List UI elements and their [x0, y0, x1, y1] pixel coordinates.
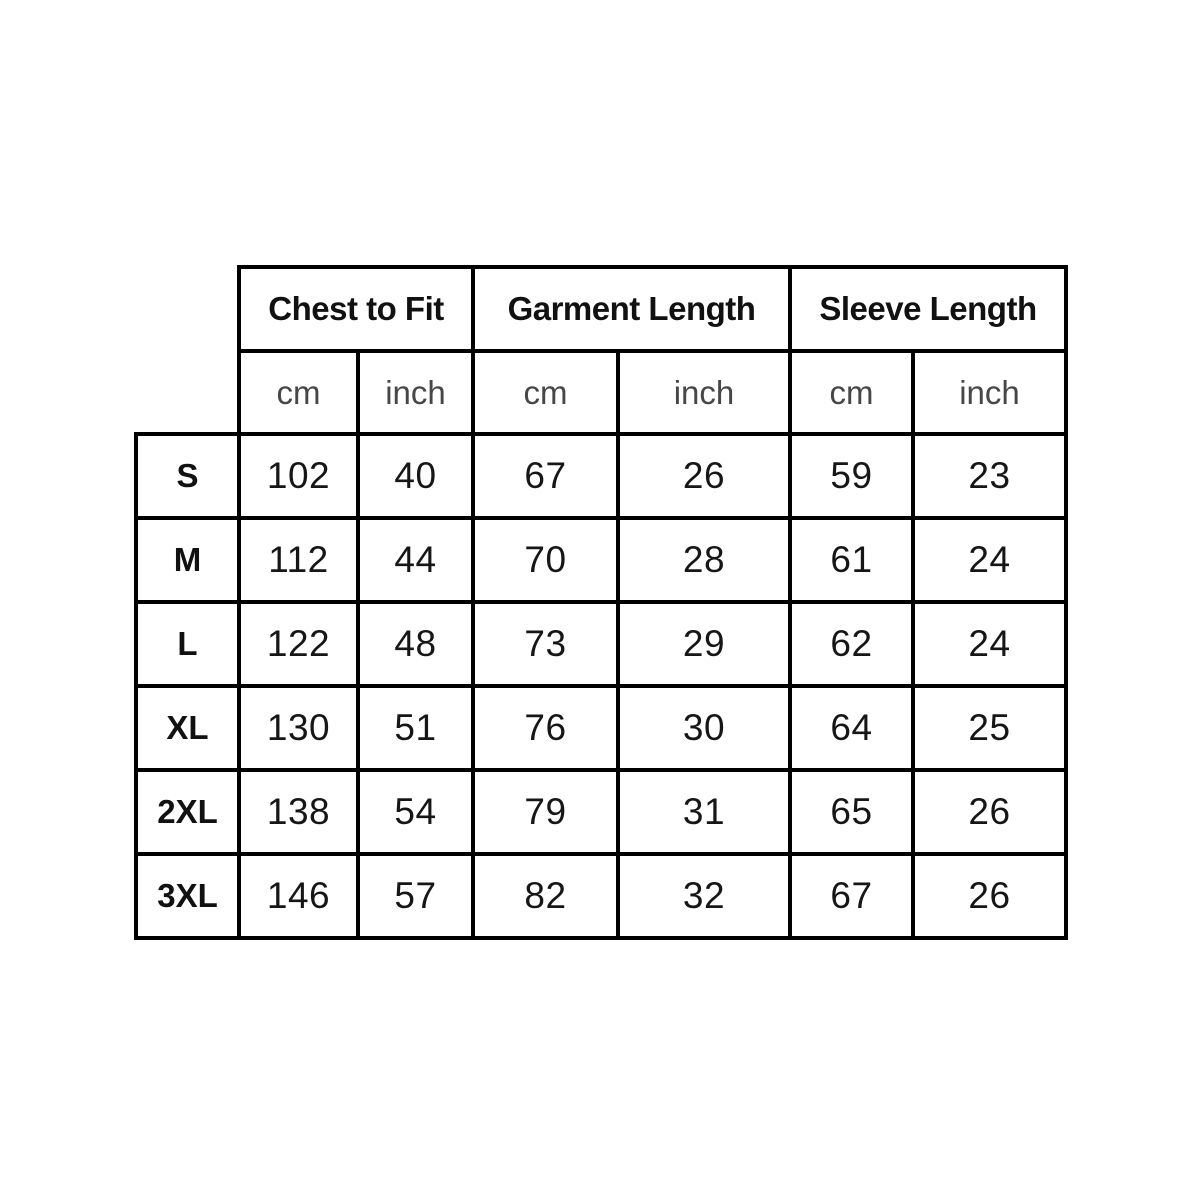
value-cell-garment-inch: 26 [618, 434, 790, 518]
value-cell-sleeve-inch: 25 [913, 686, 1066, 770]
value-cell-sleeve-inch: 23 [913, 434, 1066, 518]
value-cell-chest-inch: 57 [358, 854, 473, 938]
value-cell-garment-inch: 30 [618, 686, 790, 770]
value-cell-chest-inch: 48 [358, 602, 473, 686]
unit-header-garment-inch: inch [618, 351, 790, 434]
table-row-l [136, 602, 1066, 686]
value-cell-sleeve-inch: 24 [913, 602, 1066, 686]
row-label-size: S [136, 434, 239, 518]
value-cell-chest-inch: 51 [358, 686, 473, 770]
value-cell-chest-cm: 138 [239, 770, 358, 854]
value-cell-sleeve-cm: 64 [790, 686, 913, 770]
value-cell-chest-cm: 102 [239, 434, 358, 518]
row-label-size: M [136, 518, 239, 602]
value-cell-chest-cm: 122 [239, 602, 358, 686]
table-row-m [136, 518, 1066, 602]
value-cell-sleeve-cm: 62 [790, 602, 913, 686]
value-cell-garment-inch: 32 [618, 854, 790, 938]
value-cell-garment-cm: 70 [473, 518, 618, 602]
unit-header-row [136, 351, 1066, 434]
value-cell-garment-cm: 76 [473, 686, 618, 770]
unit-header-chest-inch: inch [358, 351, 473, 434]
value-cell-sleeve-inch: 26 [913, 854, 1066, 938]
table-row-3xl [136, 854, 1066, 938]
value-cell-garment-cm: 82 [473, 854, 618, 938]
row-label-size: L [136, 602, 239, 686]
value-cell-garment-inch: 31 [618, 770, 790, 854]
value-cell-sleeve-cm: 67 [790, 854, 913, 938]
value-cell-sleeve-inch: 26 [913, 770, 1066, 854]
unit-header-sleeve-inch: inch [913, 351, 1066, 434]
value-cell-garment-cm: 79 [473, 770, 618, 854]
row-label-size: 3XL [136, 854, 239, 938]
value-cell-garment-inch: 29 [618, 602, 790, 686]
unit-header-garment-cm: cm [473, 351, 618, 434]
column-header-chest-to-fit: Chest to Fit [239, 267, 473, 351]
value-cell-chest-inch: 54 [358, 770, 473, 854]
table-row-s [136, 434, 1066, 518]
value-cell-garment-cm: 67 [473, 434, 618, 518]
column-group-header-row [136, 267, 1066, 351]
value-cell-garment-inch: 28 [618, 518, 790, 602]
column-header-sleeve-length: Sleeve Length [790, 267, 1066, 351]
value-cell-chest-cm: 146 [239, 854, 358, 938]
size-chart-table [134, 265, 1068, 940]
value-cell-sleeve-cm: 59 [790, 434, 913, 518]
row-label-size: XL [136, 686, 239, 770]
table-row-xl [136, 686, 1066, 770]
table-row-2xl [136, 770, 1066, 854]
row-label-size: 2XL [136, 770, 239, 854]
column-header-garment-length: Garment Length [473, 267, 790, 351]
value-cell-chest-cm: 112 [239, 518, 358, 602]
unit-header-sleeve-cm: cm [790, 351, 913, 434]
value-cell-garment-cm: 73 [473, 602, 618, 686]
value-cell-sleeve-cm: 65 [790, 770, 913, 854]
value-cell-sleeve-cm: 61 [790, 518, 913, 602]
value-cell-chest-inch: 40 [358, 434, 473, 518]
value-cell-sleeve-inch: 24 [913, 518, 1066, 602]
value-cell-chest-cm: 130 [239, 686, 358, 770]
value-cell-chest-inch: 44 [358, 518, 473, 602]
corner-blank-cell [136, 267, 239, 434]
unit-header-chest-cm: cm [239, 351, 358, 434]
